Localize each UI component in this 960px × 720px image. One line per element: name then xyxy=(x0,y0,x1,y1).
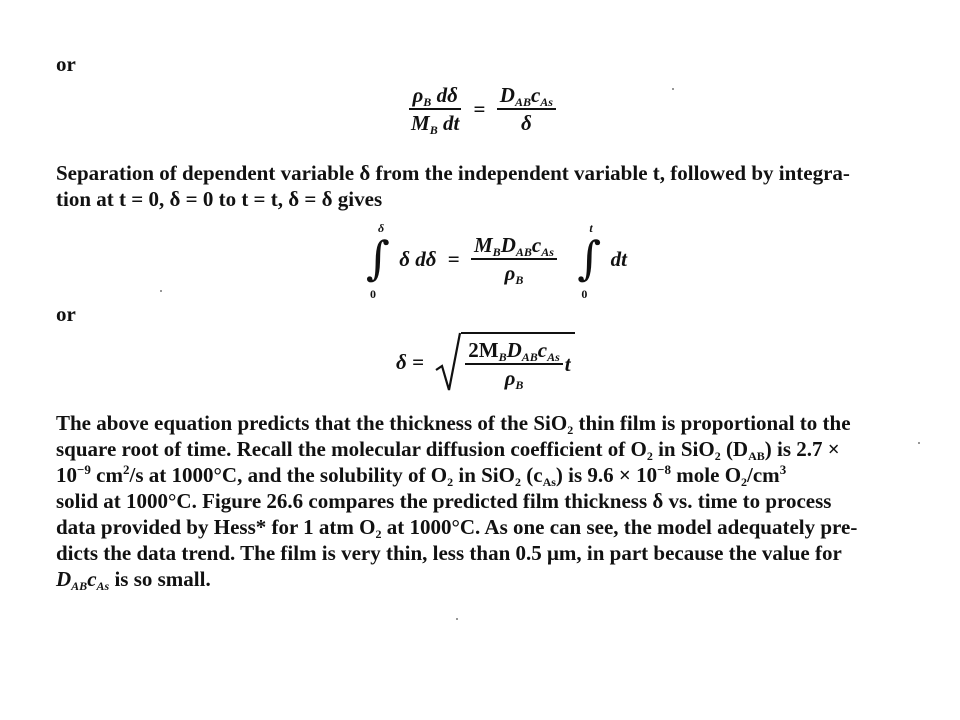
eq2-equals: = xyxy=(447,247,460,271)
eq2-D: D xyxy=(500,233,516,257)
eq2-M: M xyxy=(473,233,493,257)
eq1-lhs-fraction xyxy=(408,83,462,137)
eq1-rhs-D: D xyxy=(499,83,515,107)
eq2-c: c xyxy=(531,233,542,257)
equation-2 xyxy=(366,221,627,301)
scan-speck xyxy=(672,88,674,90)
integral-sign-2: ∫ t 0 xyxy=(577,221,602,301)
eq1-equals: = xyxy=(473,97,486,121)
scan-speck xyxy=(160,290,162,292)
paragraph-1-line-2: tion at t = 0, δ = 0 to t = t, δ = δ gives xyxy=(56,187,383,211)
eq2-rho-sub: B xyxy=(515,273,524,287)
eq3-fraction xyxy=(465,338,563,392)
eq1-rhs-delta: δ xyxy=(520,111,532,135)
square-root xyxy=(435,332,574,392)
radical-sign-icon xyxy=(435,332,461,392)
eq1-rhs-c: c xyxy=(530,83,541,107)
eq3-2M: 2M xyxy=(468,338,499,362)
eq3-M-sub: B xyxy=(498,350,507,364)
eq1-lhs-M: M xyxy=(411,111,430,135)
eq1-rhs-c-sub: As xyxy=(540,95,553,109)
eq3-rho-sub: B xyxy=(515,378,524,392)
eq2-c-sub: As xyxy=(541,245,554,259)
int1-lower-limit: 0 xyxy=(370,287,376,301)
eq3-D: D xyxy=(506,338,522,362)
paragraph-2-line-5: data provided by Hess* for 1 atm $O_2$ at 1000°C. As one can see, the model adequately pre- xyxy=(56,515,858,541)
eq1-lhs-ddelta: dδ xyxy=(436,83,458,107)
paragraph-2-line-7: $D_{AB}c_{As}$ is so small. xyxy=(56,567,211,593)
eq2-D-sub: AB xyxy=(515,245,532,259)
eq1-rhs-fraction xyxy=(497,84,556,134)
eq1-lhs-dt: dt xyxy=(442,111,460,135)
int1-upper-limit: δ xyxy=(378,221,385,235)
integral-sign-1: ∫ δ 0 xyxy=(366,221,390,301)
paragraph-2-line-2: square root of time. Recall the molecular diffusion coefficient of $O_2$ in SiO$_2$ $(D_{AB})$ is 2.7 × xyxy=(56,437,840,463)
scan-speck xyxy=(918,442,920,444)
eq3-c-sub: As xyxy=(547,350,560,364)
eq2-rho: ρ xyxy=(504,261,516,285)
equation-3 xyxy=(396,332,575,392)
eq3-lhs: δ = xyxy=(396,350,424,374)
paragraph-2-line-6: dicts the data trend. The film is very thin, less than 0.5 μm, in part because the value for xyxy=(56,541,842,565)
int2-lower-limit: 0 xyxy=(581,287,588,301)
integrand-2: dt xyxy=(610,247,627,271)
eq3-c: c xyxy=(537,338,548,362)
eq1-lhs-rho: ρ xyxy=(412,83,424,107)
integrand-1: δ dδ xyxy=(399,247,437,271)
middle-or: or xyxy=(56,302,76,326)
int2-upper-limit: t xyxy=(589,221,593,235)
paragraph-2-line-4: solid at 1000°C. Figure 26.6 compares the predicted film thickness δ vs. time to process xyxy=(56,489,832,513)
eq3-D-sub: AB xyxy=(521,350,538,364)
eq1-lhs-M-sub: B xyxy=(429,123,438,137)
eq1-rhs-D-sub: AB xyxy=(514,95,531,109)
paragraph-1-line-1: Separation of dependent variable δ from the independent variable t, followed by integra- xyxy=(56,161,850,185)
paragraph-2-line-3: $10^{-9}$ $cm^2/s$ at 1000°C, and the solubility of $O_2$ in SiO$_2$ $(c_{As})$ is $9.6 \times 10^{-8}$ mole $O_2/cm^3$ xyxy=(56,462,787,489)
equation-1 xyxy=(408,83,556,137)
eq3-t: t xyxy=(564,352,571,376)
eq3-rho: ρ xyxy=(504,366,516,390)
eq2-M-sub: B xyxy=(492,245,501,259)
scan-speck xyxy=(456,618,458,620)
paragraph-2-line-1: The above equation predicts that the thickness of the SiO$_2$ thin film is proportional to the xyxy=(56,411,851,437)
eq2-fraction xyxy=(471,233,557,287)
eq1-lhs-rho-sub: B xyxy=(423,95,432,109)
intro-or: or xyxy=(56,52,76,76)
